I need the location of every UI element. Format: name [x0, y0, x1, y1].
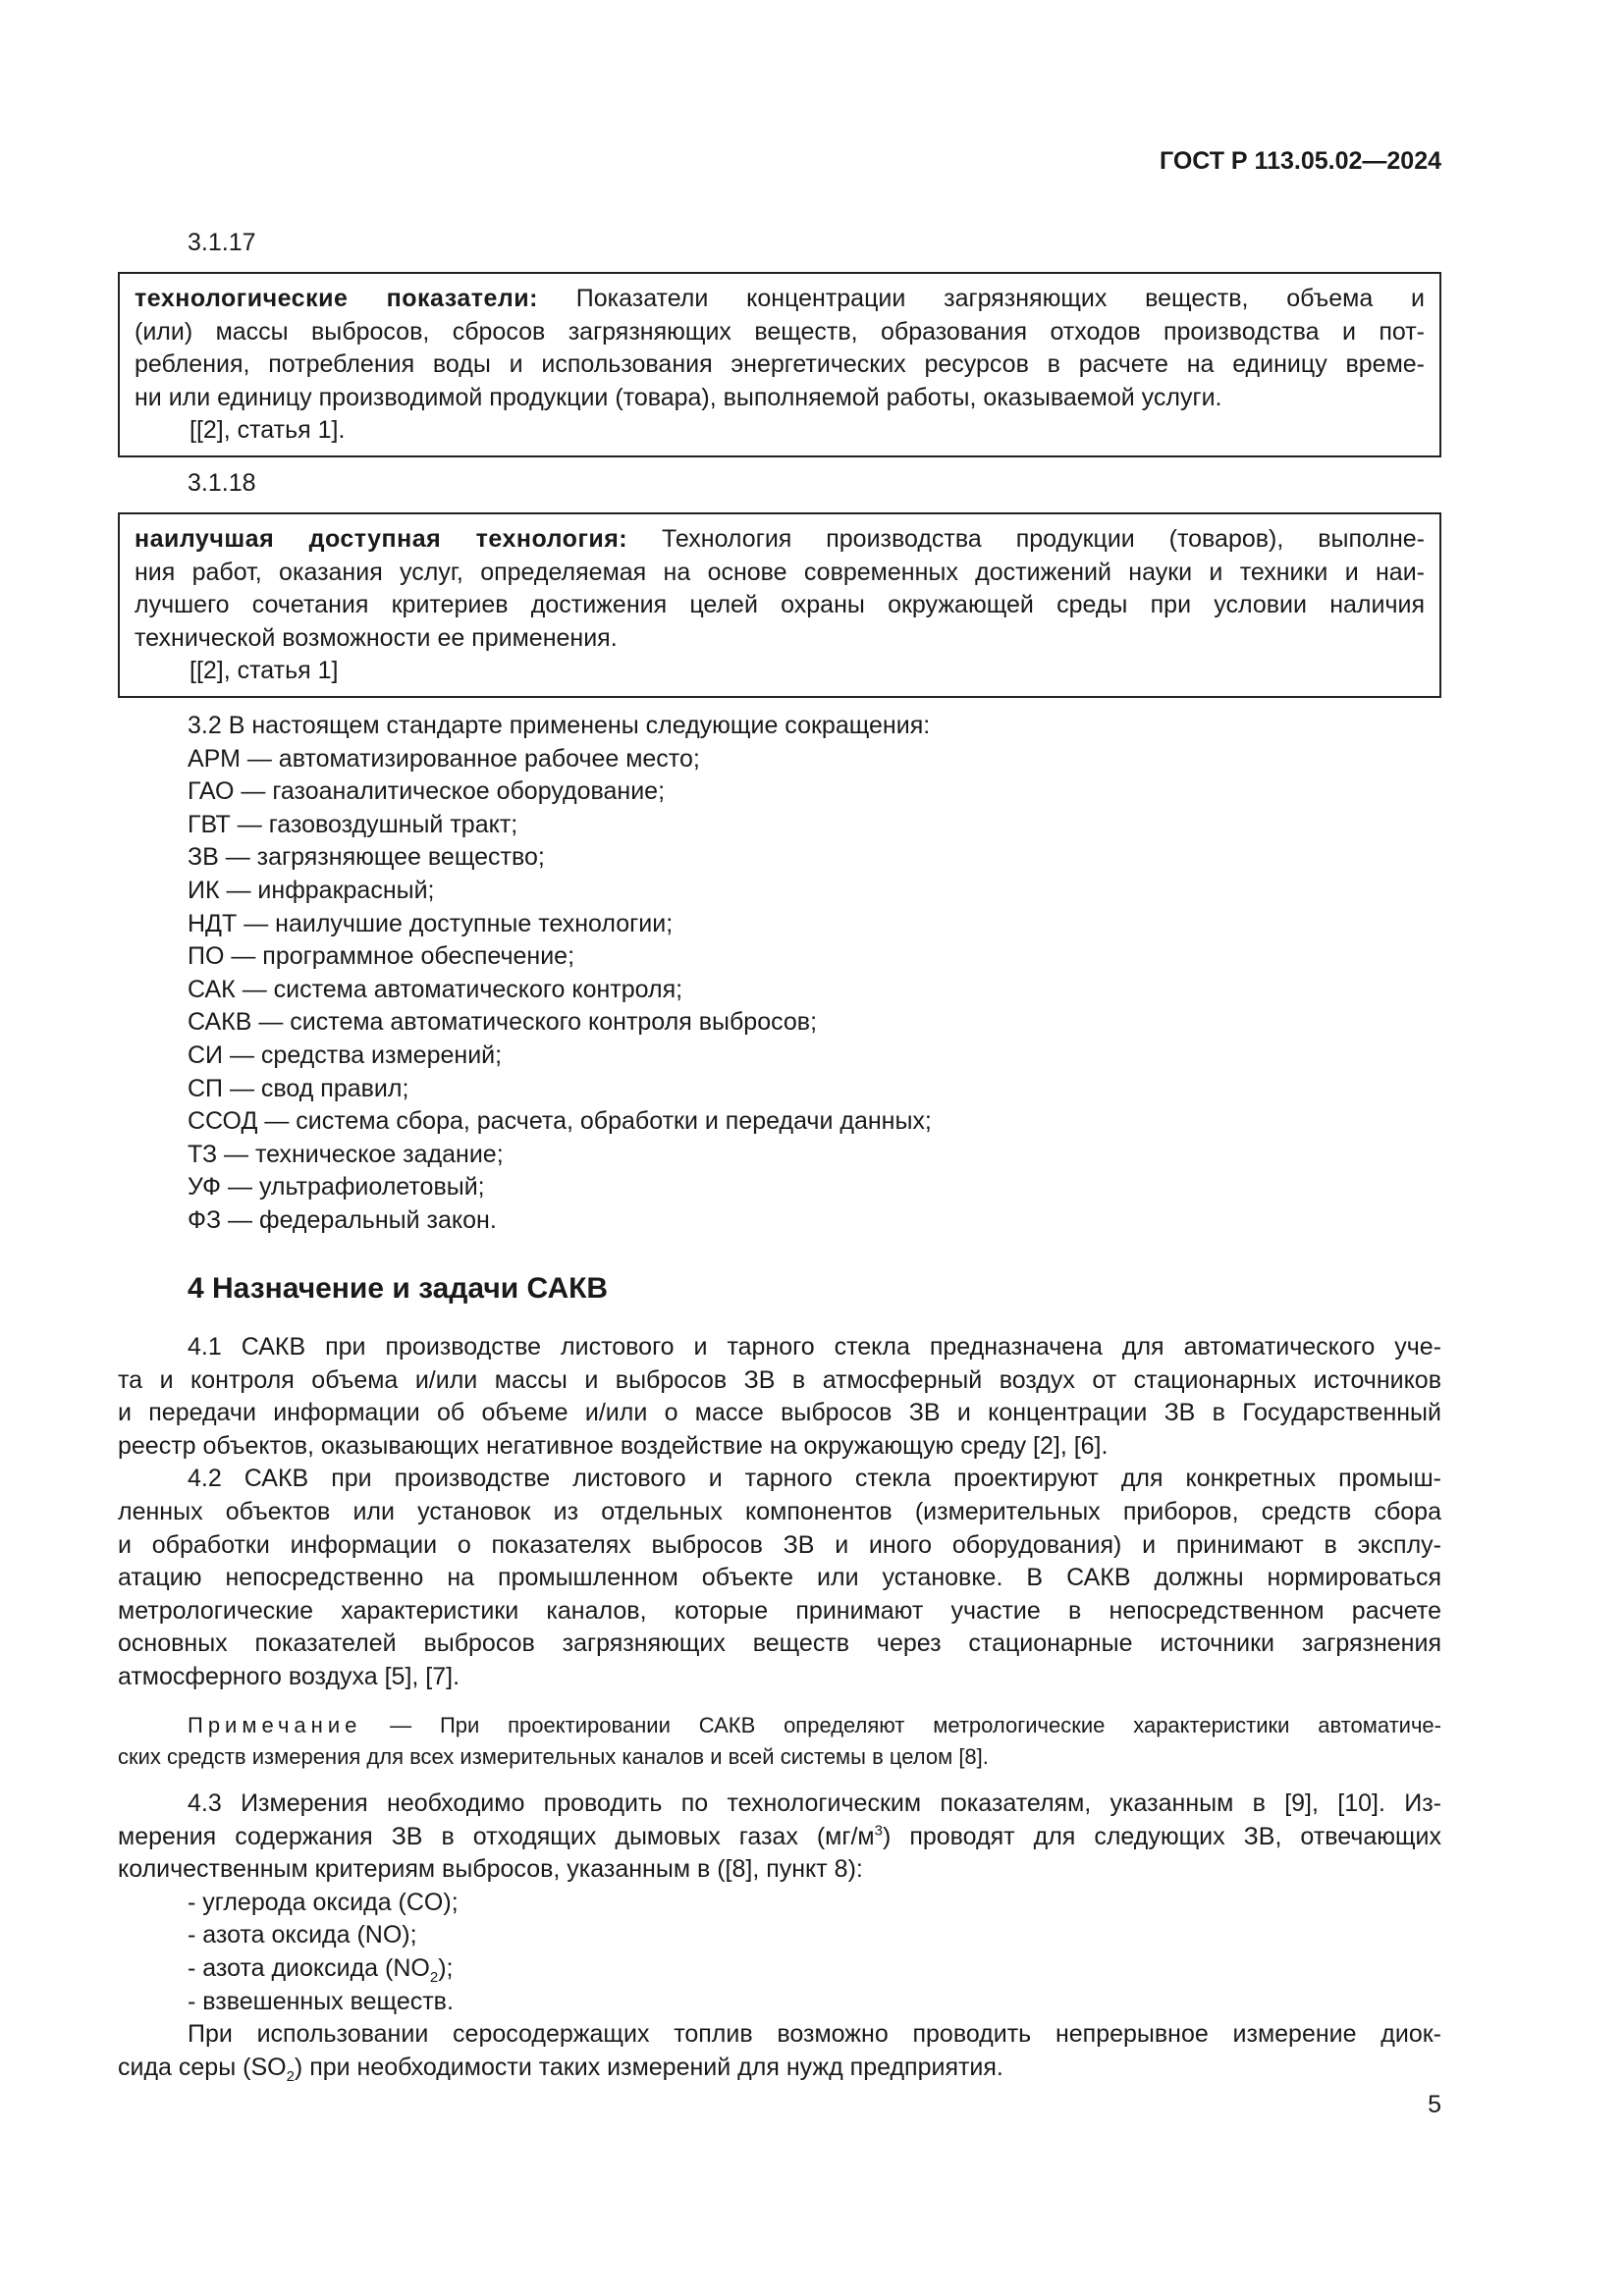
note-label: Примечание — [188, 1713, 362, 1737]
abbreviation-item: АРМ — автоматизированное рабочее место; — [188, 744, 700, 773]
abbreviation-item: ЗВ — загрязняющее вещество; — [188, 843, 545, 872]
abbreviation-item: СП — свод правил; — [188, 1074, 409, 1102]
paragraph-line: 4.1 САКВ при производстве листового и тарного стекла предназначена для автоматического уче- — [188, 1333, 1441, 1361]
abbreviation-item: ССОД — система сбора, расчета, обработки и передачи данных; — [188, 1107, 932, 1136]
paragraph-line: ленных объектов или установок из отдельных компонентов (измерительных приборов, средств сбора — [118, 1497, 1441, 1525]
abbreviations-list — [118, 710, 1441, 1238]
term-line: ния работ, оказания услуг, определяемая на основе современных достижений науки и техники и наи- — [135, 558, 1425, 586]
sub-text: 2 — [286, 2067, 295, 2085]
page-number: 5 — [1428, 2091, 1441, 2118]
abbreviation-item: ИК — инфракрасный; — [188, 876, 435, 904]
text-segment: ) проводят для следующих ЗВ, отвечающих — [882, 1822, 1442, 1850]
paragraph-line: 4.3 Измерения необходимо проводить по технологическим показателям, указанным в [9], [10]. Из- — [188, 1789, 1441, 1817]
note-line — [118, 1710, 1441, 1741]
text-segment: - азота диоксида (NO — [188, 1953, 430, 1982]
term-line: технической возможности ее применения. — [135, 623, 618, 652]
paragraph-line: та и контроля объема и/или массы и выбросов ЗВ в атмосферный воздух от стационарных источников — [118, 1365, 1441, 1394]
abbreviation-item: ТЗ — техническое задание; — [188, 1140, 504, 1168]
paragraph-line: 4.2 САКВ при производстве листового и тарного стекла проектируют для конкретных промыш- — [188, 1465, 1441, 1493]
abbreviation-item: СИ — средства измерений; — [188, 1041, 503, 1069]
term-text: Технология производства продукции (товаров), выполне- — [627, 525, 1425, 553]
term-line: лучшего сочетания критериев достижения целей охраны окружающей среды при условии наличия — [135, 591, 1425, 619]
term-line: (или) массы выбросов, сбросов загрязняющих веществ, образования отходов производства и пот- — [135, 317, 1425, 346]
section-4-paragraphs — [118, 1331, 1441, 1694]
abbreviation-item: ПО — программное обеспечение; — [188, 942, 575, 971]
term-box-3-1-17 — [118, 272, 1441, 457]
term-text: Показатели концентрации загрязняющих веществ, объема и — [537, 285, 1425, 312]
abbreviation-item: ГАО — газоаналитическое оборудование; — [188, 777, 666, 806]
section-heading: 4 Назначение и задачи САКВ — [188, 1272, 609, 1305]
abbreviation-item: ГВТ — газовоздушный тракт; — [188, 810, 518, 838]
text-segment: ); — [438, 1953, 454, 1982]
sup-text: 3 — [874, 1822, 883, 1840]
paragraph-line: - углерода оксида (CO); — [188, 1888, 459, 1916]
note-line: ских средств измерения для всех измерительных каналов и всей системы в целом [8]. — [118, 1744, 989, 1769]
text-segment: ) при необходимости таких измерений для нужд предприятия. — [294, 2053, 1003, 2081]
abbreviation-item: НДТ — наилучшие доступные технологии; — [188, 909, 674, 937]
paragraph-line: - азота оксида (NO); — [188, 1921, 417, 1949]
text-segment: мерения содержания ЗВ в отходящих дымовых газах (мг/м — [118, 1822, 875, 1850]
paragraph-line — [118, 1821, 1441, 1854]
term-line: ребления, потребления воды и использования энергетических ресурсов в расчете на единицу време- — [135, 350, 1425, 379]
text-segment: сида серы (SO — [118, 2053, 287, 2081]
abbreviations-intro: 3.2 В настоящем стандарте применены следующие сокращения: — [188, 712, 931, 739]
paragraph-line — [118, 1952, 1441, 1986]
paragraph-line: основных показателей выбросов загрязняющих веществ через стационарные источники загрязнения — [118, 1629, 1441, 1658]
paragraph-line: При использовании серосодержащих топлив возможно проводить непрерывное измерение диок- — [188, 2020, 1441, 2049]
term-source: [[2], статья 1]. — [189, 416, 346, 445]
term-source: [[2], статья 1] — [189, 657, 339, 685]
paragraph-line: атацию непосредственно на промышленном объекте или установке. В САКВ должны нормироваться — [118, 1564, 1441, 1592]
paragraph-line — [118, 2052, 1441, 2085]
paragraph-line: и передачи информации об объеме и/или о массе выбросов ЗВ и концентрации ЗВ в Государственный — [118, 1399, 1441, 1427]
term-first-line — [135, 523, 1425, 557]
paragraph-line: количественным критериям выбросов, указанным в ([8], пункт 8): — [118, 1855, 863, 1884]
note-text: — При проектировании САКВ определяют метрологические характеристики автоматиче- — [361, 1713, 1441, 1737]
term-number: 3.1.18 — [188, 469, 256, 497]
term-name: наилучшая доступная технология: — [135, 525, 628, 553]
paragraph-line: - взвешенных веществ. — [188, 1987, 454, 2015]
term-first-line — [135, 283, 1425, 316]
abbreviation-items — [118, 743, 1441, 1238]
abbreviation-item: УФ — ультрафиолетовый; — [188, 1173, 485, 1201]
paragraph-line: метрологические характеристики каналов, которые принимают участие в непосредственном расчете — [118, 1596, 1441, 1625]
paragraph-line: реестр объектов, оказывающих негативное воздействие на окружающую среду [2], [6]. — [118, 1431, 1109, 1460]
sub-text: 2 — [429, 1968, 439, 1986]
term-box-3-1-18 — [118, 512, 1441, 698]
document-id: ГОСТ Р 113.05.02—2024 — [1159, 147, 1441, 175]
paragraph-line: атмосферного воздуха [5], [7]. — [118, 1662, 460, 1690]
abbreviation-item: САК — система автоматического контроля; — [188, 975, 683, 1003]
abbreviation-item: ФЗ — федеральный закон. — [188, 1205, 497, 1234]
note — [118, 1710, 1441, 1773]
abbreviation-item: САКВ — система автоматического контроля выбросов; — [188, 1008, 818, 1037]
term-line: ни или единицу производимой продукции (товара), выполняемой работы, оказываемой услуги. — [135, 383, 1222, 411]
paragraph-4-3 — [118, 1788, 1441, 2084]
term-number: 3.1.17 — [188, 229, 256, 256]
term-name: технологические показатели: — [135, 285, 538, 312]
paragraph-line: и обработки информации о показателях выбросов ЗВ и иного оборудования) и принимают в эксплу- — [118, 1530, 1441, 1559]
